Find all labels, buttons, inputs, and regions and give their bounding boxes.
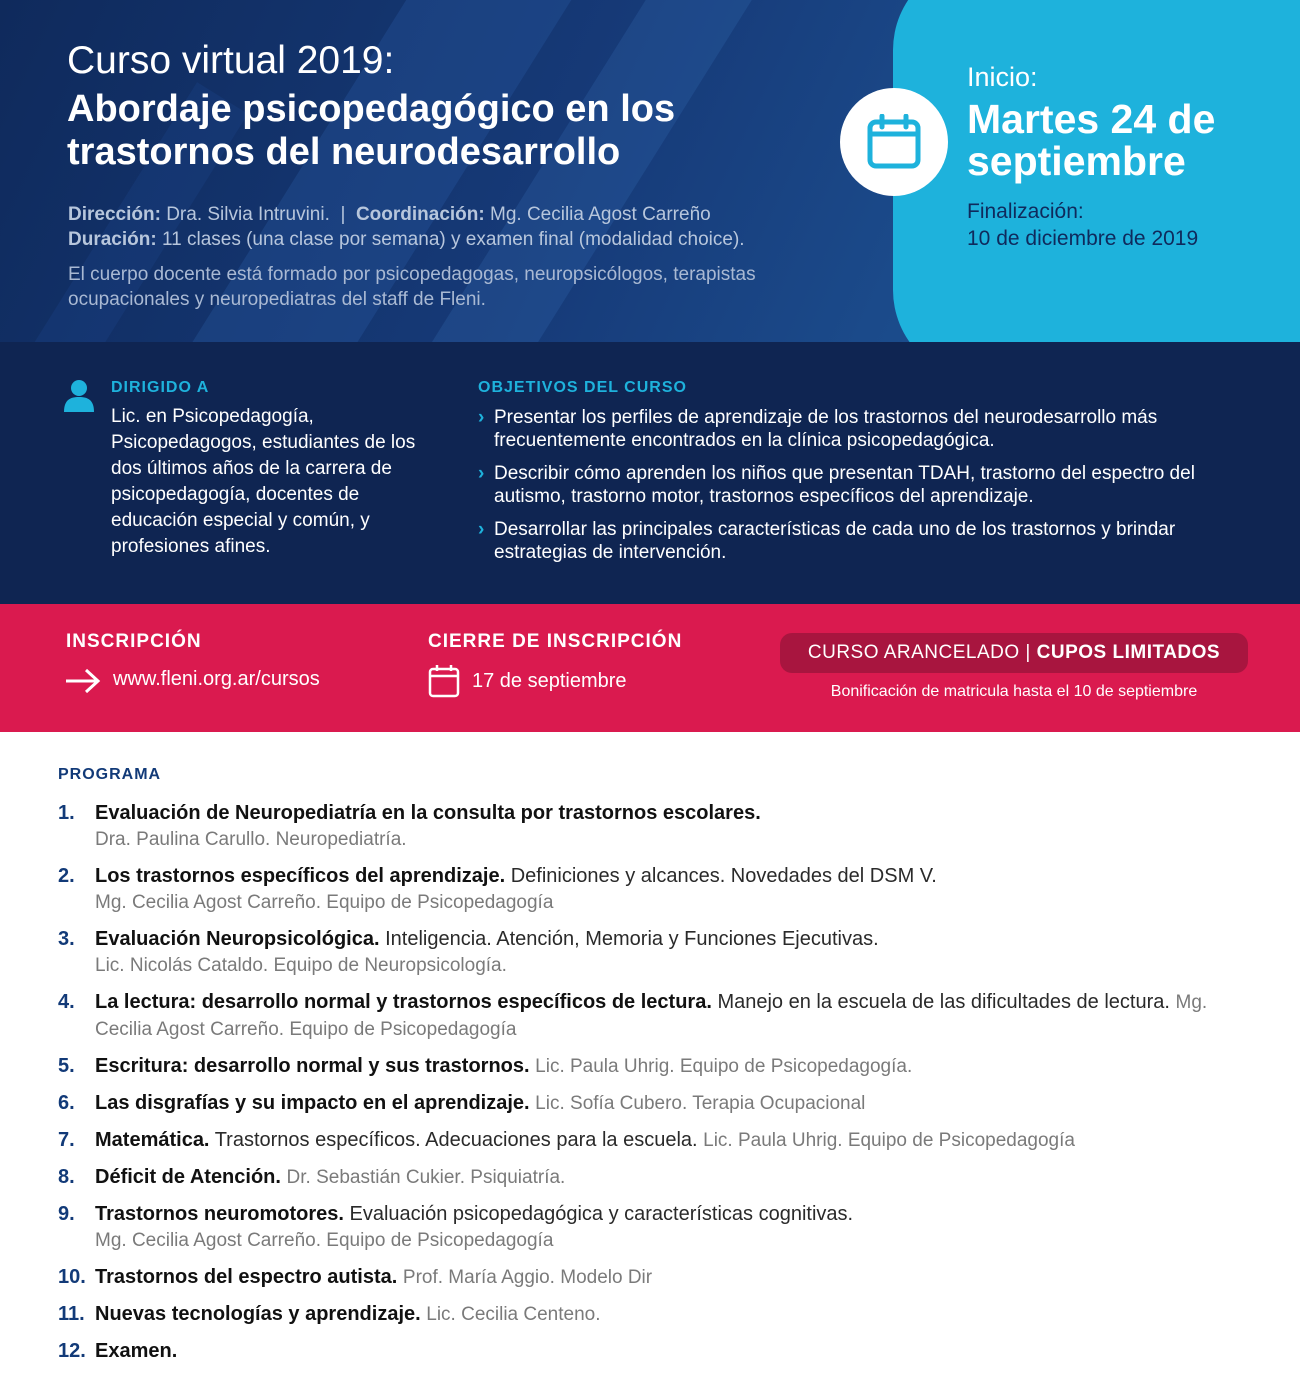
registration-heading: INSCRIPCIÓN xyxy=(66,631,202,652)
calendar-badge xyxy=(840,88,948,196)
direccion-value: Dra. Silvia Intruvini. xyxy=(166,204,330,225)
close-heading: CIERRE DE INSCRIPCIÓN xyxy=(428,631,683,652)
close-date: 17 de septiembre xyxy=(472,670,627,692)
limited-label: CUPOS LIMITADOS xyxy=(1036,642,1221,663)
fee-label: CURSO ARANCELADO | xyxy=(807,642,1031,663)
start-date: Martes 24 de septiembre xyxy=(967,96,1216,184)
list-item: 4. La lectura: desarrollo normal y trastornos específicos de lectura. Manejo en la escuela de las dificultades de lectura. Mg. Cecilia Agost Carreño. Equipo de Psicopedagogía xyxy=(58,991,1208,1040)
chevron-right-icon: › xyxy=(478,407,485,428)
end-date: 10 de diciembre de 2019 xyxy=(967,227,1199,250)
list-item: 3. Evaluación Neuropsicológica. Inteligencia. Atención, Memoria y Funciones Ejecutivas. Lic. Nicolás Cataldo. Equipo de Neuropsicología. xyxy=(58,928,879,976)
chevron-right-icon: › xyxy=(478,519,485,540)
duracion-value: 11 clases (una clase por semana) y examen final (modalidad choice). xyxy=(161,229,745,250)
start-label: Inicio: xyxy=(967,62,1038,92)
audience-objectives-section xyxy=(0,342,1300,604)
course-staff-info xyxy=(68,202,868,252)
registration-section xyxy=(0,604,1300,732)
duracion-label: Duración: xyxy=(68,229,157,250)
chevron-right-icon: › xyxy=(478,463,485,484)
program-list xyxy=(58,800,1258,1375)
calendar-icon xyxy=(866,114,922,170)
target-text: Lic. en Psicopedagogía, Psicopedagogos, estudiantes de los dos últimos años de la carrera de psicopedagogía, docentes de educación especial y común, y profesiones afines. xyxy=(111,406,416,557)
course-kicker: Curso virtual 2019: xyxy=(67,39,395,82)
list-item: › Describir cómo aprenden los niños que presentan TDAH, trastorno del espectro del autismo, trastorno motor, trastornos específicos del aprendizaje. xyxy=(478,463,1195,507)
fee-badge xyxy=(780,633,1248,673)
list-item: 8. Déficit de Atención. Dr. Sebastián Cukier. Psiquiatría. xyxy=(58,1166,566,1188)
list-item: 1. Evaluación de Neuropediatría en la consulta por trastornos escolares. Dra. Paulina Carullo. Neuropediatría. xyxy=(58,802,761,850)
objectives-list xyxy=(478,406,1268,574)
program-heading: PROGRAMA xyxy=(58,766,162,783)
hero-banner xyxy=(0,0,1300,342)
person-icon xyxy=(62,378,96,412)
list-item: 11. Nuevas tecnologías y aprendizaje. Lic. Cecilia Centeno. xyxy=(58,1303,601,1325)
end-label: Finalización: xyxy=(967,200,1084,223)
list-item: 6. Las disgrafías y su impacto en el aprendizaje. Lic. Sofía Cubero. Terapia Ocupacional xyxy=(58,1092,866,1114)
coordinacion-value: Mg. Cecilia Agost Carreño xyxy=(490,204,711,225)
calendar-icon xyxy=(428,664,460,698)
list-item: 7. Matemática. Trastornos específicos. Adecuaciones para la escuela. Lic. Paula Uhrig. Equipo de Psicopedagogía xyxy=(58,1129,1075,1151)
objectives-heading: OBJETIVOS DEL CURSO xyxy=(478,379,687,396)
coordinacion-label: Coordinación: xyxy=(355,204,485,225)
list-item: › Presentar los perfiles de aprendizaje de los trastornos del neurodesarrollo más frecuentemente encontrados en la clínica psicopedagógica. xyxy=(478,407,1158,451)
course-title: Abordaje psicopedagógico en los trastornos del neurodesarrollo xyxy=(67,88,676,173)
list-item: › Desarrollar las principales características de cada uno de los trastornos y brindar estrategias de intervención. xyxy=(478,519,1176,563)
course-description: El cuerpo docente está formado por psicopedagogas, neuropsicólogos, terapistas ocupacionales y neuropediatras del staff de Fleni. xyxy=(68,264,756,310)
discount-note: Bonificación de matricula hasta el 10 de septiembre xyxy=(830,683,1198,700)
list-item: 10. Trastornos del espectro autista. Prof. María Aggio. Modelo Dir xyxy=(58,1266,653,1288)
list-item: 12. Examen. xyxy=(58,1340,178,1362)
registration-link[interactable]: www.fleni.org.ar/cursos xyxy=(113,668,320,690)
target-heading: DIRIGIDO A xyxy=(111,379,210,396)
separator: | xyxy=(340,204,346,225)
list-item: 9. Trastornos neuromotores. Evaluación psicopedagógica y características cognitivas. Mg. Cecilia Agost Carreño. Equipo de Psicopedagogía xyxy=(58,1203,854,1251)
arrow-right-icon xyxy=(65,668,101,694)
direccion-label: Dirección: xyxy=(68,204,161,225)
list-item: 2. Los trastornos específicos del aprendizaje. Definiciones y alcances. Novedades del DSM V. Mg. Cecilia Agost Carreño. Equipo de Psicopedagogía xyxy=(58,865,937,913)
list-item: 5. Escritura: desarrollo normal y sus trastornos. Lic. Paula Uhrig. Equipo de Psicopedagogía. xyxy=(58,1055,913,1077)
